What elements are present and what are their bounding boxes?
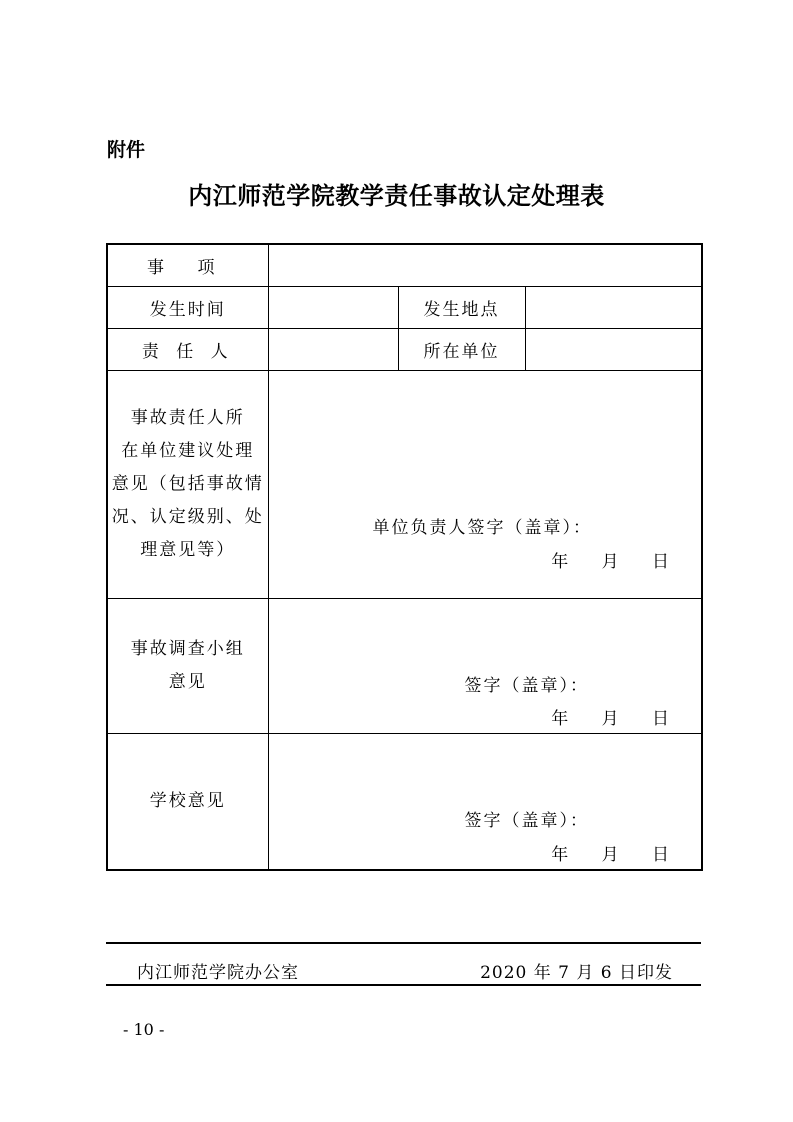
person-label: 责 任 人 [107, 328, 268, 370]
place-label: 发生地点 [398, 286, 525, 328]
year-label: 年 [551, 551, 569, 572]
label-line: 意见 [168, 671, 207, 692]
school-opinion-label [107, 733, 268, 870]
label-line: 学校意见 [149, 790, 226, 811]
day-label: 日 [652, 708, 669, 729]
item-value[interactable] [268, 244, 702, 286]
school-date [523, 840, 669, 865]
investigation-date [523, 704, 669, 729]
attachment-label: 附件 [107, 139, 146, 161]
row-section-unit-opinion [107, 370, 702, 598]
investigation-signature-line: 签字（盖章）： [464, 675, 589, 696]
label-line: 在单位建议处理 [121, 440, 255, 461]
investigation-value[interactable] [268, 598, 702, 733]
label-line: 况、认定级别、处 [111, 506, 264, 527]
item-label: 事 项 [107, 244, 268, 286]
month-label: 月 [601, 551, 619, 572]
investigation-label [107, 598, 268, 733]
page-number: - 10 - [123, 1020, 165, 1039]
row-item [107, 244, 702, 286]
row-time-place [107, 286, 702, 328]
label-line: 理意见等） [140, 539, 236, 560]
place-value[interactable] [525, 286, 702, 328]
school-opinion-value[interactable] [268, 733, 702, 870]
unit-opinion-label [107, 370, 268, 598]
year-label: 年 [551, 708, 569, 729]
document-title: 内江师范学院教学责任事故认定处理表 [188, 181, 605, 210]
unit-value[interactable] [525, 328, 702, 370]
month-label: 月 [601, 844, 619, 865]
footer-issuer: 内江师范学院办公室 [137, 963, 299, 983]
row-person-unit [107, 328, 702, 370]
footer-bottom-rule [106, 984, 701, 986]
unit-opinion-value[interactable] [268, 370, 702, 598]
day-label: 日 [652, 551, 669, 572]
year-label: 年 [551, 844, 569, 865]
school-signature-line: 签字（盖章）： [464, 810, 589, 831]
month-label: 月 [601, 708, 619, 729]
day-label: 日 [652, 844, 669, 865]
row-section-investigation [107, 598, 702, 733]
unit-signature-line: 单位负责人签字（盖章）： [372, 517, 592, 538]
person-value[interactable] [268, 328, 398, 370]
footer-top-rule [106, 942, 701, 944]
label-line: 意见（包括事故情 [111, 473, 264, 494]
accident-form-table [106, 243, 703, 871]
unit-label: 所在单位 [398, 328, 525, 370]
footer-issue-date: 2020 年 7 月 6 日印发 [480, 963, 673, 983]
time-value[interactable] [268, 286, 398, 328]
label-line: 事故责任人所 [130, 407, 245, 428]
time-label: 发生时间 [107, 286, 268, 328]
unit-date [523, 547, 669, 572]
row-section-school [107, 733, 702, 870]
label-line: 事故调查小组 [130, 638, 245, 659]
